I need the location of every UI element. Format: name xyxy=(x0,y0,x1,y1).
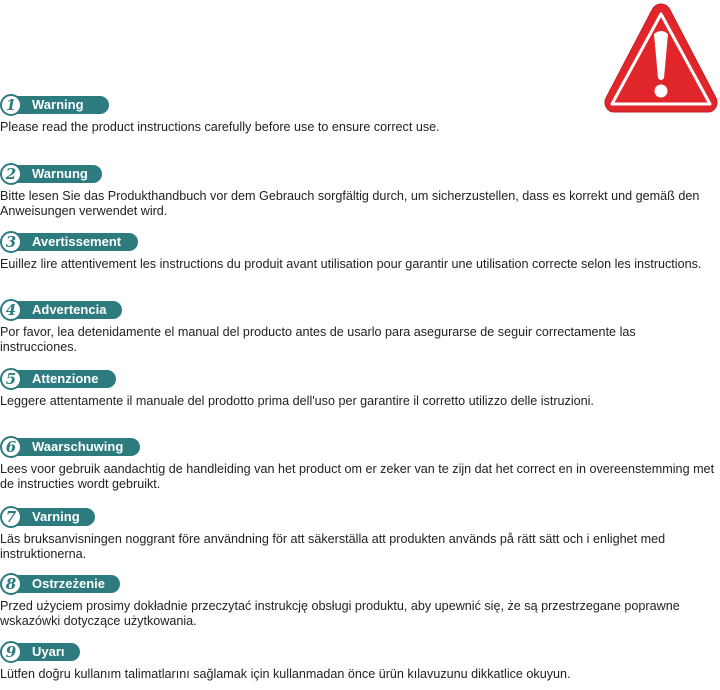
section-warning-fr xyxy=(0,231,716,272)
section-text: Läs bruksanvisningen noggrant före användning för att säkerställa att produkten används på rätt sätt och i enlighet med instruktionerna. xyxy=(0,532,666,561)
section-text: Please read the product instructions carefully before use to ensure correct use. xyxy=(0,120,440,134)
section-number: 3 xyxy=(0,231,22,253)
section-text: Lees voor gebruik aandachtig de handleiding van het product om er zeker van te zijn dat het correct en in overeenstemming met de instructies wordt gebruikt. xyxy=(0,462,715,491)
section-header xyxy=(0,436,716,458)
section-number: 6 xyxy=(0,436,22,458)
section-text: Euillez lire attentivement les instructions du produit avant utilisation pour garantir une utilisation correcte selon les instructions. xyxy=(0,257,702,271)
section-number: 1 xyxy=(0,94,22,116)
section-warning-pl xyxy=(0,573,716,629)
section-title: Attenzione xyxy=(6,370,116,388)
section-header xyxy=(0,163,716,185)
section-title: Varning xyxy=(6,508,95,526)
section-number: 8 xyxy=(0,573,22,595)
section-header xyxy=(0,231,716,253)
section-number: 5 xyxy=(0,368,22,390)
section-header xyxy=(0,573,716,595)
section-title: Waarschuwing xyxy=(6,438,140,456)
section-header xyxy=(0,641,716,663)
section-warning-nl xyxy=(0,436,716,492)
section-text: Przed użyciem prosimy dokładnie przeczytać instrukcję obsługi produktu, aby upewnić się, że są przestrzegane poprawne wskazówki dotyczące użytkowania. xyxy=(0,599,680,628)
section-text: Lütfen doğru kullanım talimatlarını sağlamak için kullanmadan önce ürün kılavuzunu dikkatlice okuyun. xyxy=(0,667,571,681)
section-warning-tr xyxy=(0,641,716,682)
section-warning-en xyxy=(0,94,716,135)
section-header xyxy=(0,299,716,321)
section-header xyxy=(0,506,716,528)
section-number: 2 xyxy=(0,163,22,185)
section-warning-it xyxy=(0,368,716,409)
section-warning-es xyxy=(0,299,716,355)
section-title: Warnung xyxy=(6,165,102,183)
section-title: Uyarı xyxy=(6,643,80,661)
section-warning-sv xyxy=(0,506,716,562)
section-number: 4 xyxy=(0,299,22,321)
section-text: Por favor, lea detenidamente el manual del producto antes de usarlo para asegurarse de seguir correctamente las instrucciones. xyxy=(0,325,636,354)
section-number: 7 xyxy=(0,506,22,528)
section-title: Warning xyxy=(6,96,109,114)
section-header xyxy=(0,94,716,116)
section-text: Bitte lesen Sie das Produkthandbuch vor dem Gebrauch sorgfältig durch, um sicherzustellen, dass es korrekt und gemäß den Anweisungen verwendet wird. xyxy=(0,189,700,218)
section-warning-de xyxy=(0,163,716,219)
section-title: Ostrzeżenie xyxy=(6,575,120,593)
section-title: Avertissement xyxy=(6,233,138,251)
section-header xyxy=(0,368,716,390)
section-title: Advertencia xyxy=(6,301,122,319)
section-number: 9 xyxy=(0,641,22,663)
section-text: Leggere attentamente il manuale del prodotto prima dell'uso per garantire il corretto utilizzo delle istruzioni. xyxy=(0,394,594,408)
